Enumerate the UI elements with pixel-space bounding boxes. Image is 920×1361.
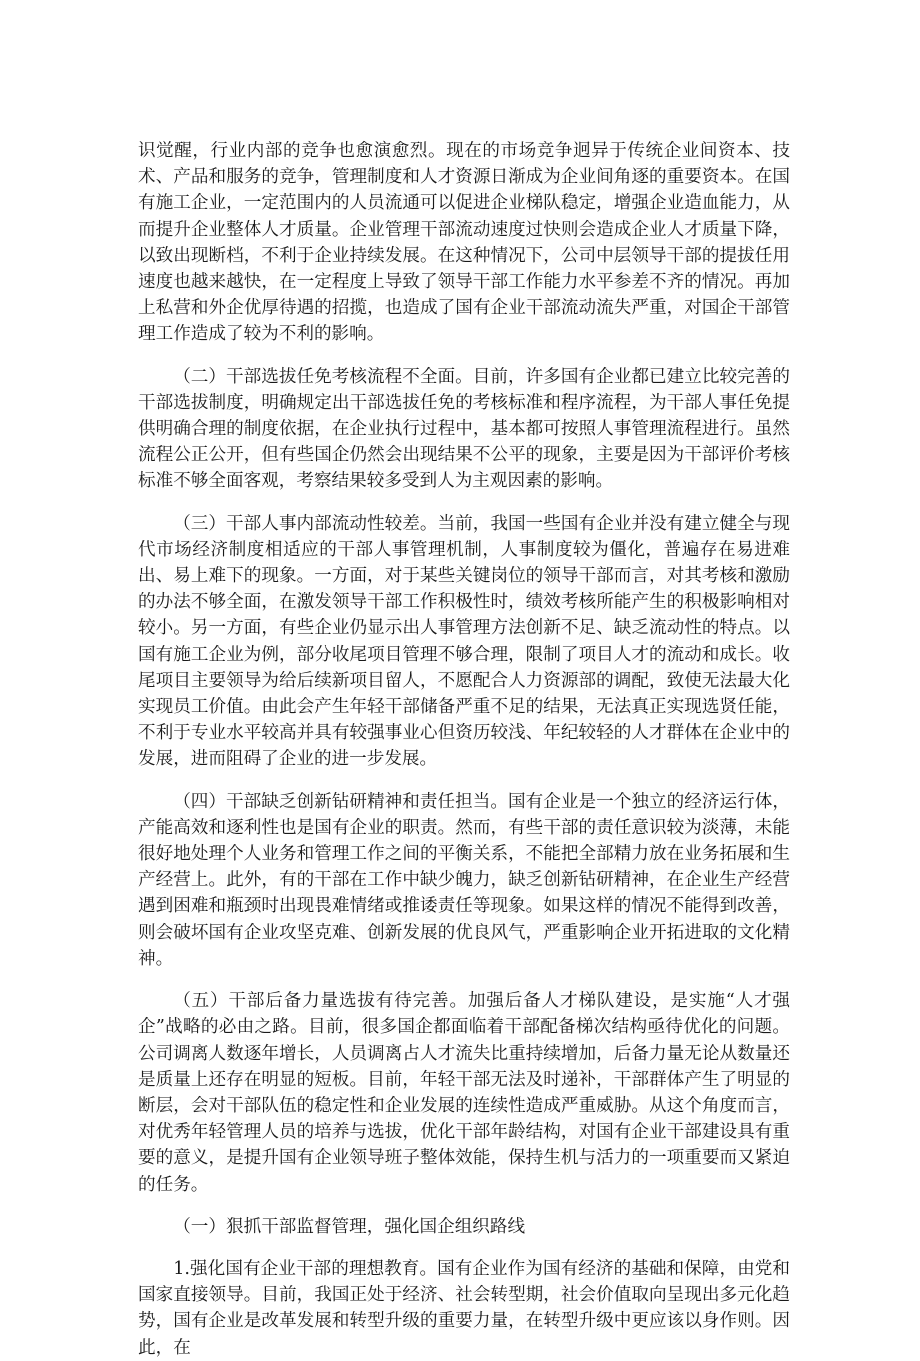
paragraph-selection-process: （二）干部选拔任免考核流程不全面。目前，许多国有企业都已建立比较完善的干部选拔制度，明确规定出干部选拔任免的考核标准和程序流程，为干部人事任免提供明确合理的制度依据，在企业执行过程中，基本都可按照人事管理流程进行。虽然流程公正公开，但有些国企仍然会出现结果不公平的现象，主要是因为干部评价考核标准不够全面客观，考察结果较多受到人为主观因素的影响。 xyxy=(138,366,790,492)
paragraph-internal-mobility: （三）干部人事内部流动性较差。当前，我国一些国有企业并没有建立健全与现代市场经济制度相适应的干部人事管理机制，人事制度较为僵化，普遍存在易进难出、易上难下的现象。一方面，对于某些关键岗位的领导干部而言，对其考核和激励的办法不够全面，在激发领导干部工作积极性时，绩效考核所能产生的积极影响相对较小。另一方面，有些企业仍显示出人事管理方法创新不足、缺乏流动性的特点。以国有施工企业为例，部分收尾项目管理不够合理，限制了项目人才的流动和成长。收尾项目主要领导为给后续新项目留人，不愿配合人力资源部的调配，致使无法最大化实现员工价值。由此会产生年轻干部储备严重不足的结果，无法真正实现选贤任能，不利于专业水平较高并具有较强事业心但资历较浅、年纪较轻的人才群体在企业中的发展，进而阻碍了企业的进一步发展。 xyxy=(138,513,790,770)
document-body xyxy=(138,138,790,1361)
paragraph-reserve-force: （五）干部后备力量选拔有待完善。加强后备人才梯队建设，是实施“人才强企”战略的必由之路。目前，很多国企都面临着干部配备梯次结构亟待优化的问题。公司调离人数逐年增长，人员调离占人才流失比重持续增加，后备力量无论从数量还是质量上还存在明显的短板。目前，年轻干部无法及时递补，干部群体产生了明显的断层，会对干部队伍的稳定性和企业发展的连续性造成严重威胁。从这个角度而言，对优秀年轻管理人员的培养与选拔，优化干部年龄结构，对国有企业干部建设具有重要的意义，是提升国有企业领导班子整体效能，保持生机与活力的一项重要而又紧迫的任务。 xyxy=(138,991,790,1195)
paragraph-talent-flow: 识觉醒，行业内部的竞争也愈演愈烈。现在的市场竞争迥异于传统企业间资本、技术、产品和服务的竞争，管理制度和人才资源日渐成为企业间角逐的重要资本。在国有施工企业，一定范围内的人员流通可以促进企业梯队稳定，增强企业造血能力，从而提升企业整体人才质量。企业管理干部流动速度过快则会造成企业人才质量下降，以致出现断档，不利于企业持续发展。在这种情况下，公司中层领导干部的提拔任用速度也越来越快，在一定程度上导致了领导干部工作能力水平参差不齐的情况。再加上私营和外企优厚待遇的招揽，也造成了国有企业干部流动流失严重，对国企干部管理工作造成了较为不利的影响。 xyxy=(138,141,790,345)
paragraph-innovation-responsibility: （四）干部缺乏创新钻研精神和责任担当。国有企业是一个独立的经济运行体，产能高效和逐利性也是国有企业的职责。然而，有些干部的责任意识较为淡薄，未能很好地处理个人业务和管理工作之间的平衡关系，不能把全部精力放在业务拓展和生产经营上。此外，有的干部在工作中缺少魄力，缺乏创新钻研精神，在企业生产经营遇到困难和瓶颈时出现畏难情绪或推诿责任等现象。如果这样的情况不能得到改善，则会破坏国有企业攻坚克难、创新发展的优良风气，严重影响企业开拓进取的文化精神。 xyxy=(138,791,790,969)
paragraph-ideal-education: 1.强化国有企业干部的理想教育。国有企业作为国有经济的基础和保障，由党和国家直接领导。目前，我国正处于经济、社会转型期，社会价值取向呈现出多元化趋势，国有企业是改革发展和转型升级的重要力量，在转型升级中更应该以身作则。因此，在 xyxy=(138,1258,790,1358)
section-heading-supervision: （一）狠抓干部监督管理，强化国企组织路线 xyxy=(173,1216,526,1237)
